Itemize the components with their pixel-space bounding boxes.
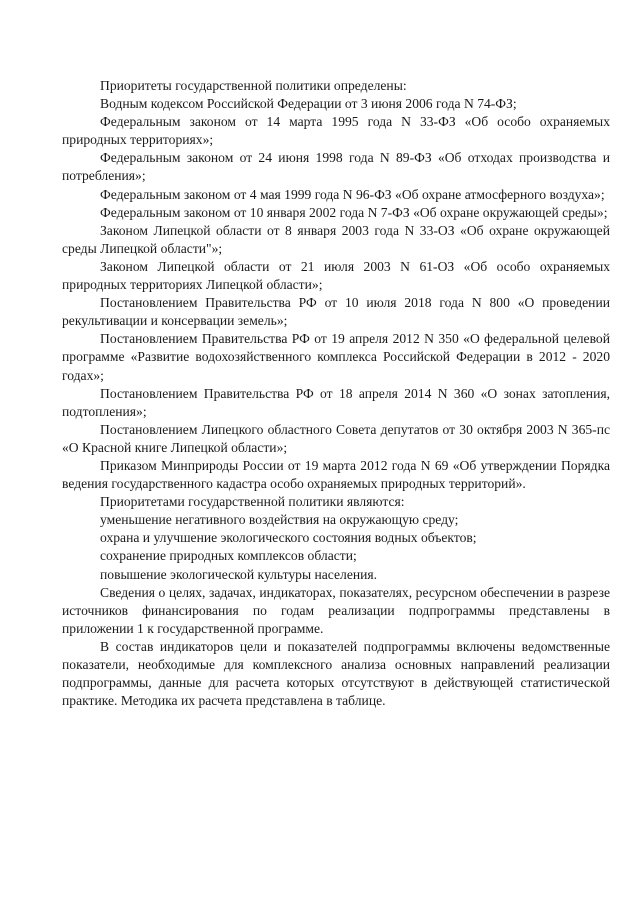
paragraph-appendix-info: Сведения о целях, задачах, индикаторах, показателях, ресурсном обеспечении в разрезе источников финансирования по годам реализации подпрограммы представлены в приложении 1 к государственной программе. (62, 584, 610, 636)
paragraph-law-7fz: Федеральным законом от 10 января 2002 года N 7-ФЗ «Об охране окружающей среды»; (100, 204, 608, 220)
paragraph-resolution-360: Постановлением Правительства РФ от 18 апреля 2014 N 360 «О зонах затопления, подтопления»; (62, 385, 610, 419)
list-item-reduce-impact: уменьшение негативного воздействия на окружающую среду; (100, 512, 459, 528)
list-item-eco-culture: повышение экологической культуры населения. (100, 566, 378, 582)
paragraph-law-96fz: Федеральным законом от 4 мая 1999 года N 96-ФЗ «Об охране атмосферного воздуха»; (100, 186, 605, 202)
paragraph-law-33fz: Федеральным законом от 14 марта 1995 года N 33-ФЗ «Об особо охраняемых природных территориях»; (62, 114, 610, 148)
paragraph-law-61oz: Законом Липецкой области от 21 июля 2003 N 61-ОЗ «Об особо охраняемых природных территориях Липецкой области»; (62, 258, 610, 293)
paragraph-resolution-350: Постановлением Правительства РФ от 19 апреля 2012 N 350 «О федеральной целевой программе «Развитие водохозяйственного комплекса Российской Федерации в 2012 - 2020 годах»; (62, 331, 610, 383)
paragraph-water-code: Водным кодексом Российской Федерации от 3 июня 2006 года N 74-ФЗ; (100, 96, 517, 112)
list-item-nature-conservation: сохранение природных комплексов области; (100, 548, 357, 564)
paragraph-intro: Приоритеты государственной политики определены: (100, 78, 407, 93)
paragraph-law-89fz: Федеральным законом от 24 июня 1998 года N 89-ФЗ «Об отходах производства и потребления»; (62, 150, 610, 184)
document-page (62, 77, 610, 710)
paragraph-law-33oz: Законом Липецкой области от 8 января 2003 года N 33-ОЗ «Об охране окружающей среды Липецкой области"»; (62, 222, 610, 256)
paragraph-resolution-365ps: Постановлением Липецкого областного Совета депутатов от 30 октября 2003 N 365-пс «О Красной книге Липецкой области»; (62, 421, 610, 455)
paragraph-order-69: Приказом Минприроды России от 19 марта 2012 года N 69 «Об утверждении Порядка ведения государственного кадастра особо охраняемых природных территорий». (62, 457, 610, 492)
paragraph-resolution-800: Постановлением Правительства РФ от 10 июля 2018 года N 800 «О проведении рекультивации и консервации земель»; (62, 295, 610, 329)
paragraph-indicators: В состав индикаторов цели и показателей подпрограммы включены ведомственные показатели, необходимые для комплексного анализа основных направлений реализации подпрограммы, данные для расчета которых отсутствуют в действующей статистической практике. Методика их расчета представлена в таблице. (62, 638, 610, 709)
list-item-water-protection: охрана и улучшение экологического состояния водных объектов; (100, 530, 477, 546)
paragraph-priorities: Приоритетами государственной политики являются: (100, 494, 405, 510)
